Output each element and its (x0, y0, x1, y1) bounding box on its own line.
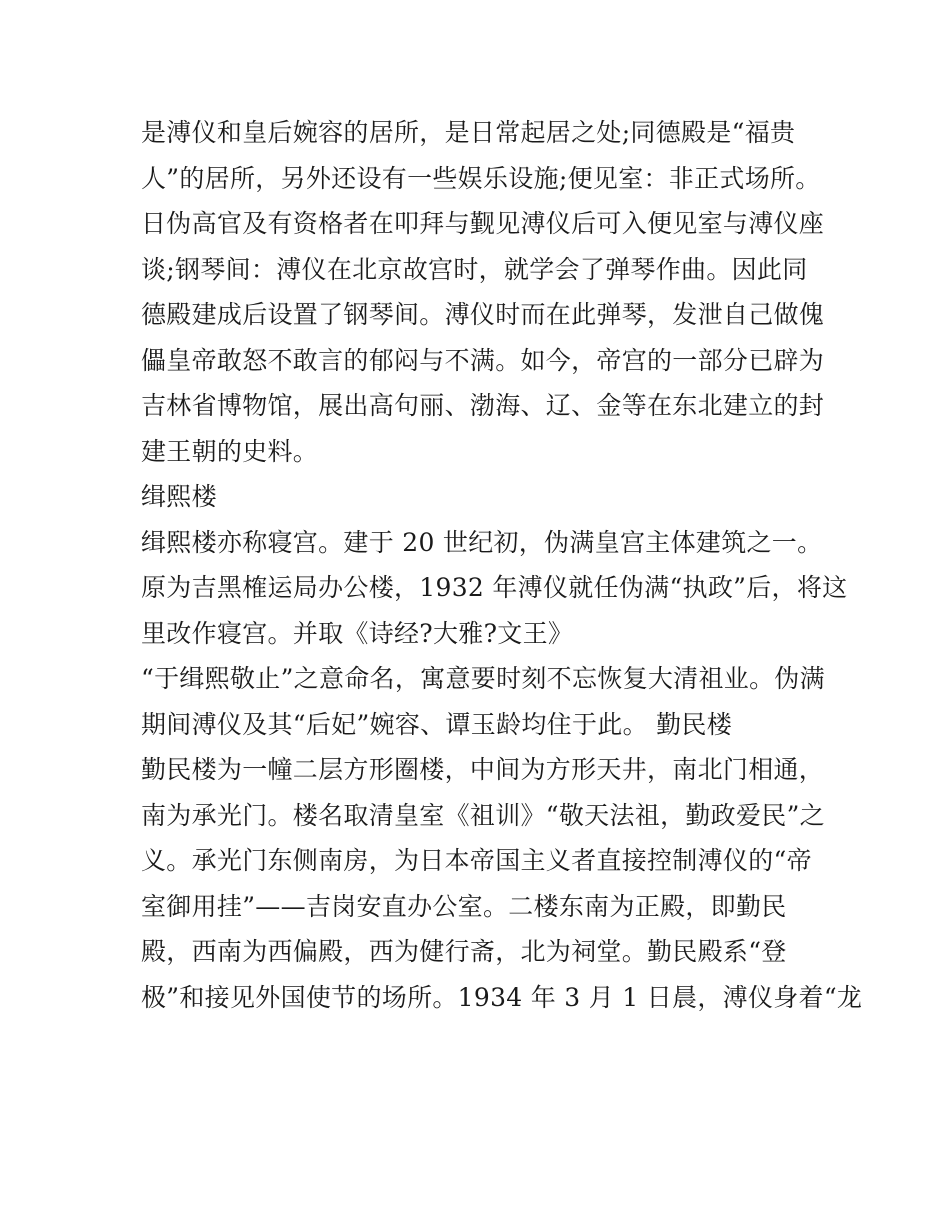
text-line: 室御用挂”——吉岗安直办公室。二楼东南为正殿，即勤民 (141, 891, 787, 921)
text-line: 德殿建成后设置了钢琴间。溥仪时而在此弹琴，发泄自己做傀 (141, 300, 825, 329)
text-line: 勤民楼为一幢二层方形圈楼，中间为方形天井，南北门相通， (141, 755, 825, 784)
text-line: 建王朝的史料。 (141, 436, 319, 466)
text-line: 殿，西南为西偏殿，西为健行斋，北为祠堂。勤民殿系“登 (141, 937, 787, 966)
text-line: 谈;钢琴间：溥仪在北京故宫时，就学会了弹琴作曲。因此同 (141, 254, 808, 284)
text-line: 人”的居所，另外还设有一些娱乐设施;便见室：非正式场所。 (141, 163, 821, 193)
body-text (141, 110, 863, 1020)
text-line: 期间溥仪及其“后妃”婉容、谭玉龄均住于此。 勤民楼 (141, 709, 733, 739)
text-line: 里改作寝宫。并取《诗经?大雅?文王》 (141, 618, 574, 648)
text-line: “于缉熙敬止”之意命名，寓意要时刻不忘恢复大清祖业。伪满 (141, 664, 825, 693)
text-line: 缉熙楼亦称寝宫。建于 20 世纪初，伪满皇宫主体建筑之一。 (141, 527, 823, 557)
section-heading-jixi-building: 缉熙楼 (141, 482, 217, 511)
text-line: 原为吉黑榷运局办公楼，1932 年溥仪就任伪满“执政”后，将这 (141, 573, 848, 602)
text-line: 义。承光门东侧南房，为日本帝国主义者直接控制溥仪的“帝 (141, 846, 812, 875)
text-line: 日伪高官及有资格者在叩拜与觐见溥仪后可入便见室与溥仪座 (141, 209, 825, 238)
text-line: 是溥仪和皇后婉容的居所，是日常起居之处;同德殿是“福贵 (141, 118, 796, 147)
text-line: 南为承光门。楼名取清皇室《祖训》“敬天法祖，勤政爱民”之 (141, 800, 825, 830)
text-line: 极”和接见外国使节的场所。1934 年 3 月 1 日晨，溥仪身着“龙 (141, 982, 863, 1012)
text-line: 吉林省博物馆，展出高句丽、渤海、辽、金等在东北建立的封 (141, 391, 825, 420)
text-line: 儡皇帝敢怒不敢言的郁闷与不满。如今，帝宫的一部分已辟为 (141, 345, 825, 375)
